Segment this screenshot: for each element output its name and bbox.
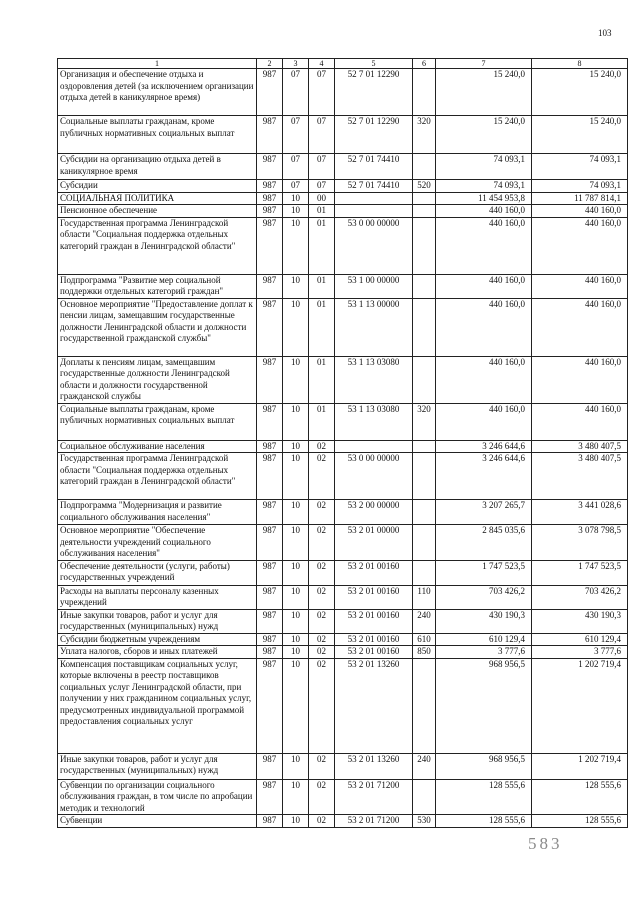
cell-c3: 07 bbox=[283, 154, 309, 180]
cell-c3: 10 bbox=[283, 453, 309, 500]
cell-c8: 3 078 798,5 bbox=[532, 525, 628, 561]
table-row bbox=[58, 205, 628, 218]
cell-c3: 10 bbox=[283, 646, 309, 659]
row-name-cell: Социальные выплаты гражданам, кроме публичных нормативных социальных выплат bbox=[58, 116, 257, 154]
cell-c7: 3 246 644,6 bbox=[436, 440, 532, 453]
cell-c6 bbox=[413, 440, 436, 453]
row-name-cell: Расходы на выплаты персоналу казенных учреждений bbox=[58, 585, 257, 609]
cell-c2: 987 bbox=[257, 560, 283, 585]
cell-c7: 2 845 035,6 bbox=[436, 525, 532, 561]
header-cell: 3 bbox=[283, 59, 309, 69]
cell-c2: 987 bbox=[257, 753, 283, 779]
cell-c3: 10 bbox=[283, 217, 309, 274]
cell-c4: 01 bbox=[309, 403, 335, 440]
cell-c4: 02 bbox=[309, 815, 335, 828]
row-name-cell: Подпрограмма "Развитие мер социальной поддержки отдельных категорий граждан" bbox=[58, 274, 257, 298]
table-row bbox=[58, 180, 628, 193]
cell-c6 bbox=[413, 154, 436, 180]
cell-c4: 02 bbox=[309, 658, 335, 753]
cell-c3: 10 bbox=[283, 658, 309, 753]
cell-c3: 10 bbox=[283, 298, 309, 356]
cell-c8: 440 160,0 bbox=[532, 356, 628, 403]
row-name-cell: Подпрограмма "Модернизация и развитие социального обслуживания населения" bbox=[58, 500, 257, 525]
cell-c6 bbox=[413, 192, 436, 205]
cell-c4: 01 bbox=[309, 356, 335, 403]
cell-c2: 987 bbox=[257, 525, 283, 561]
cell-c3: 10 bbox=[283, 440, 309, 453]
cell-c6: 240 bbox=[413, 753, 436, 779]
cell-c6 bbox=[413, 356, 436, 403]
cell-c4: 02 bbox=[309, 525, 335, 561]
cell-c5: 53 2 01 71200 bbox=[335, 779, 413, 815]
cell-c6: 110 bbox=[413, 585, 436, 609]
cell-c2: 987 bbox=[257, 500, 283, 525]
cell-c5: 52 7 01 74410 bbox=[335, 154, 413, 180]
cell-c7: 440 160,0 bbox=[436, 217, 532, 274]
cell-c3: 10 bbox=[283, 633, 309, 646]
cell-c6 bbox=[413, 500, 436, 525]
cell-c4: 02 bbox=[309, 646, 335, 659]
cell-c2: 987 bbox=[257, 356, 283, 403]
cell-c7: 74 093,1 bbox=[436, 180, 532, 193]
cell-c4: 01 bbox=[309, 274, 335, 298]
cell-c6 bbox=[413, 205, 436, 218]
table-row bbox=[58, 356, 628, 403]
cell-c5: 53 2 01 00160 bbox=[335, 633, 413, 646]
table-row bbox=[58, 453, 628, 500]
cell-c3: 10 bbox=[283, 205, 309, 218]
table-row bbox=[58, 192, 628, 205]
cell-c8: 128 555,6 bbox=[532, 779, 628, 815]
table-row bbox=[58, 274, 628, 298]
cell-c7: 440 160,0 bbox=[436, 356, 532, 403]
cell-c8: 128 555,6 bbox=[532, 815, 628, 828]
cell-c8: 3 777,6 bbox=[532, 646, 628, 659]
cell-c7: 610 129,4 bbox=[436, 633, 532, 646]
row-name-cell: Доплаты к пенсиям лицам, замещавшим государственные должности Ленинградской области и должности государственной гражданской службы bbox=[58, 356, 257, 403]
cell-c4: 01 bbox=[309, 217, 335, 274]
cell-c4: 00 bbox=[309, 192, 335, 205]
cell-c5: 53 1 13 03080 bbox=[335, 356, 413, 403]
cell-c4: 01 bbox=[309, 205, 335, 218]
row-name-cell: Основное мероприятие "Обеспечение деятельности учреждений социального обслуживания населения" bbox=[58, 525, 257, 561]
table-row bbox=[58, 500, 628, 525]
cell-c5: 53 1 00 00000 bbox=[335, 274, 413, 298]
cell-c6: 320 bbox=[413, 403, 436, 440]
cell-c8: 440 160,0 bbox=[532, 403, 628, 440]
cell-c7: 703 426,2 bbox=[436, 585, 532, 609]
cell-c4: 02 bbox=[309, 779, 335, 815]
table-row bbox=[58, 609, 628, 633]
row-name-cell: Государственная программа Ленинградской области "Социальная поддержка отдельных категорий граждан в Ленинградской области" bbox=[58, 217, 257, 274]
row-name-cell: Социальное обслуживание населения bbox=[58, 440, 257, 453]
row-name-cell: Субвенции по организации социального обслуживания граждан, в том числе по апробации методик и технологий bbox=[58, 779, 257, 815]
page-number: 103 bbox=[598, 28, 612, 38]
cell-c8: 440 160,0 bbox=[532, 217, 628, 274]
cell-c7: 440 160,0 bbox=[436, 403, 532, 440]
cell-c5: 53 1 13 00000 bbox=[335, 298, 413, 356]
cell-c8: 11 787 814,1 bbox=[532, 192, 628, 205]
cell-c6 bbox=[413, 217, 436, 274]
cell-c2: 987 bbox=[257, 440, 283, 453]
cell-c4: 07 bbox=[309, 154, 335, 180]
table-row bbox=[58, 154, 628, 180]
cell-c6 bbox=[413, 525, 436, 561]
row-name-cell: Компенсация поставщикам социальных услуг, которые включены в реестр поставщиков социальных услуг Ленинградской области, при получении у них гражданином социальных услуг, предусмотренных индивидуальной программой предоставления социальных услуг bbox=[58, 658, 257, 753]
cell-c2: 987 bbox=[257, 658, 283, 753]
cell-c6: 610 bbox=[413, 633, 436, 646]
cell-c3: 10 bbox=[283, 753, 309, 779]
cell-c6: 320 bbox=[413, 116, 436, 154]
cell-c3: 10 bbox=[283, 525, 309, 561]
cell-c2: 987 bbox=[257, 815, 283, 828]
table-header-row bbox=[58, 59, 628, 69]
cell-c2: 987 bbox=[257, 274, 283, 298]
header-cell: 7 bbox=[436, 59, 532, 69]
cell-c7: 440 160,0 bbox=[436, 274, 532, 298]
budget-table-container bbox=[57, 58, 627, 828]
header-cell: 5 bbox=[335, 59, 413, 69]
cell-c6 bbox=[413, 453, 436, 500]
cell-c6: 530 bbox=[413, 815, 436, 828]
cell-c2: 987 bbox=[257, 298, 283, 356]
cell-c2: 987 bbox=[257, 154, 283, 180]
cell-c7: 968 956,5 bbox=[436, 658, 532, 753]
cell-c3: 07 bbox=[283, 116, 309, 154]
cell-c5 bbox=[335, 440, 413, 453]
table-row bbox=[58, 217, 628, 274]
cell-c5: 53 2 01 00160 bbox=[335, 609, 413, 633]
table-row bbox=[58, 69, 628, 116]
cell-c4: 07 bbox=[309, 69, 335, 116]
cell-c5 bbox=[335, 205, 413, 218]
cell-c8: 1 747 523,5 bbox=[532, 560, 628, 585]
cell-c5: 53 2 01 00160 bbox=[335, 560, 413, 585]
table-row bbox=[58, 753, 628, 779]
cell-c6 bbox=[413, 658, 436, 753]
cell-c8: 74 093,1 bbox=[532, 154, 628, 180]
table-row bbox=[58, 525, 628, 561]
cell-c8: 1 202 719,4 bbox=[532, 658, 628, 753]
cell-c3: 10 bbox=[283, 192, 309, 205]
cell-c5: 53 2 01 00160 bbox=[335, 585, 413, 609]
cell-c7: 15 240,0 bbox=[436, 69, 532, 116]
header-cell: 8 bbox=[532, 59, 628, 69]
table-row bbox=[58, 646, 628, 659]
cell-c5 bbox=[335, 192, 413, 205]
table-row bbox=[58, 298, 628, 356]
header-cell: 4 bbox=[309, 59, 335, 69]
cell-c5: 53 0 00 00000 bbox=[335, 453, 413, 500]
cell-c3: 07 bbox=[283, 180, 309, 193]
cell-c8: 15 240,0 bbox=[532, 116, 628, 154]
row-name-cell: Государственная программа Ленинградской области "Социальная поддержка отдельных категорий граждан в Ленинградской области" bbox=[58, 453, 257, 500]
cell-c3: 10 bbox=[283, 356, 309, 403]
row-name-cell: Субсидии на организацию отдыха детей в каникулярное время bbox=[58, 154, 257, 180]
table-row bbox=[58, 116, 628, 154]
header-cell: 1 bbox=[58, 59, 257, 69]
cell-c4: 01 bbox=[309, 298, 335, 356]
cell-c2: 987 bbox=[257, 192, 283, 205]
cell-c5: 53 2 01 71200 bbox=[335, 815, 413, 828]
cell-c6 bbox=[413, 274, 436, 298]
cell-c3: 10 bbox=[283, 403, 309, 440]
cell-c6 bbox=[413, 779, 436, 815]
cell-c7: 440 160,0 bbox=[436, 205, 532, 218]
table-row bbox=[58, 585, 628, 609]
cell-c6: 240 bbox=[413, 609, 436, 633]
table-row bbox=[58, 658, 628, 753]
cell-c6: 520 bbox=[413, 180, 436, 193]
table-row bbox=[58, 633, 628, 646]
table-row bbox=[58, 560, 628, 585]
cell-c2: 987 bbox=[257, 453, 283, 500]
budget-table bbox=[57, 58, 628, 828]
cell-c7: 128 555,6 bbox=[436, 815, 532, 828]
cell-c5: 53 1 13 03080 bbox=[335, 403, 413, 440]
table-row bbox=[58, 440, 628, 453]
cell-c4: 07 bbox=[309, 116, 335, 154]
cell-c4: 02 bbox=[309, 633, 335, 646]
cell-c8: 74 093,1 bbox=[532, 180, 628, 193]
cell-c8: 3 480 407,5 bbox=[532, 440, 628, 453]
row-name-cell: Организация и обеспечение отдыха и оздоровления детей (за исключением организации отдыха детей в каникулярное время) bbox=[58, 69, 257, 116]
row-name-cell: Субсидии bbox=[58, 180, 257, 193]
cell-c7: 3 246 644,6 bbox=[436, 453, 532, 500]
cell-c8: 610 129,4 bbox=[532, 633, 628, 646]
table-row bbox=[58, 815, 628, 828]
cell-c7: 128 555,6 bbox=[436, 779, 532, 815]
cell-c3: 07 bbox=[283, 69, 309, 116]
cell-c5: 52 7 01 12290 bbox=[335, 116, 413, 154]
header-cell: 2 bbox=[257, 59, 283, 69]
cell-c2: 987 bbox=[257, 779, 283, 815]
cell-c4: 02 bbox=[309, 500, 335, 525]
row-name-cell: Основное мероприятие "Предоставление доплат к пенсии лицам, замещавшим государственные должности Ленинградской области и должности государственной гражданской службы" bbox=[58, 298, 257, 356]
cell-c3: 10 bbox=[283, 500, 309, 525]
cell-c8: 15 240,0 bbox=[532, 69, 628, 116]
cell-c3: 10 bbox=[283, 560, 309, 585]
row-name-cell: Пенсионное обеспечение bbox=[58, 205, 257, 218]
cell-c4: 07 bbox=[309, 180, 335, 193]
table-row bbox=[58, 779, 628, 815]
cell-c3: 10 bbox=[283, 585, 309, 609]
cell-c8: 430 190,3 bbox=[532, 609, 628, 633]
cell-c5: 53 2 01 13260 bbox=[335, 753, 413, 779]
cell-c7: 3 207 265,7 bbox=[436, 500, 532, 525]
cell-c5: 52 7 01 12290 bbox=[335, 69, 413, 116]
cell-c5: 53 2 01 00000 bbox=[335, 525, 413, 561]
cell-c3: 10 bbox=[283, 274, 309, 298]
row-name-cell: Субсидии бюджетным учреждениям bbox=[58, 633, 257, 646]
cell-c2: 987 bbox=[257, 180, 283, 193]
cell-c3: 10 bbox=[283, 815, 309, 828]
cell-c5: 52 7 01 74410 bbox=[335, 180, 413, 193]
cell-c3: 10 bbox=[283, 779, 309, 815]
cell-c6 bbox=[413, 560, 436, 585]
cell-c6 bbox=[413, 69, 436, 116]
cell-c8: 440 160,0 bbox=[532, 205, 628, 218]
cell-c7: 430 190,3 bbox=[436, 609, 532, 633]
header-cell: 6 bbox=[413, 59, 436, 69]
cell-c8: 1 202 719,4 bbox=[532, 753, 628, 779]
cell-c6: 850 bbox=[413, 646, 436, 659]
cell-c4: 02 bbox=[309, 560, 335, 585]
cell-c2: 987 bbox=[257, 585, 283, 609]
row-name-cell: Иные закупки товаров, работ и услуг для государственных (муниципальных) нужд bbox=[58, 753, 257, 779]
cell-c5: 53 2 00 00000 bbox=[335, 500, 413, 525]
cell-c5: 53 2 01 13260 bbox=[335, 658, 413, 753]
row-name-cell: Социальные выплаты гражданам, кроме публичных нормативных социальных выплат bbox=[58, 403, 257, 440]
cell-c7: 74 093,1 bbox=[436, 154, 532, 180]
cell-c8: 703 426,2 bbox=[532, 585, 628, 609]
row-name-cell: СОЦИАЛЬНАЯ ПОЛИТИКА bbox=[58, 192, 257, 205]
cell-c4: 02 bbox=[309, 440, 335, 453]
cell-c2: 987 bbox=[257, 69, 283, 116]
row-name-cell: Иные закупки товаров, работ и услуг для государственных (муниципальных) нужд bbox=[58, 609, 257, 633]
row-name-cell: Уплата налогов, сборов и иных платежей bbox=[58, 646, 257, 659]
row-name-cell: Обеспечение деятельности (услуги, работы) государственных учреждений bbox=[58, 560, 257, 585]
cell-c2: 987 bbox=[257, 646, 283, 659]
cell-c8: 440 160,0 bbox=[532, 274, 628, 298]
cell-c2: 987 bbox=[257, 403, 283, 440]
cell-c5: 53 0 00 00000 bbox=[335, 217, 413, 274]
handwritten-page-stamp: 583 bbox=[528, 834, 563, 853]
cell-c2: 987 bbox=[257, 116, 283, 154]
cell-c3: 10 bbox=[283, 609, 309, 633]
row-name-cell: Субвенции bbox=[58, 815, 257, 828]
cell-c4: 02 bbox=[309, 753, 335, 779]
cell-c8: 3 480 407,5 bbox=[532, 453, 628, 500]
cell-c7: 968 956,5 bbox=[436, 753, 532, 779]
cell-c4: 02 bbox=[309, 585, 335, 609]
cell-c7: 11 454 953,8 bbox=[436, 192, 532, 205]
table-body bbox=[58, 69, 628, 828]
cell-c4: 02 bbox=[309, 609, 335, 633]
cell-c8: 3 441 028,6 bbox=[532, 500, 628, 525]
cell-c7: 440 160,0 bbox=[436, 298, 532, 356]
cell-c6 bbox=[413, 298, 436, 356]
table-row bbox=[58, 403, 628, 440]
cell-c7: 3 777,6 bbox=[436, 646, 532, 659]
cell-c7: 1 747 523,5 bbox=[436, 560, 532, 585]
cell-c2: 987 bbox=[257, 609, 283, 633]
cell-c8: 440 160,0 bbox=[532, 298, 628, 356]
cell-c4: 02 bbox=[309, 453, 335, 500]
cell-c5: 53 2 01 00160 bbox=[335, 646, 413, 659]
cell-c2: 987 bbox=[257, 217, 283, 274]
cell-c7: 15 240,0 bbox=[436, 116, 532, 154]
cell-c2: 987 bbox=[257, 205, 283, 218]
cell-c2: 987 bbox=[257, 633, 283, 646]
